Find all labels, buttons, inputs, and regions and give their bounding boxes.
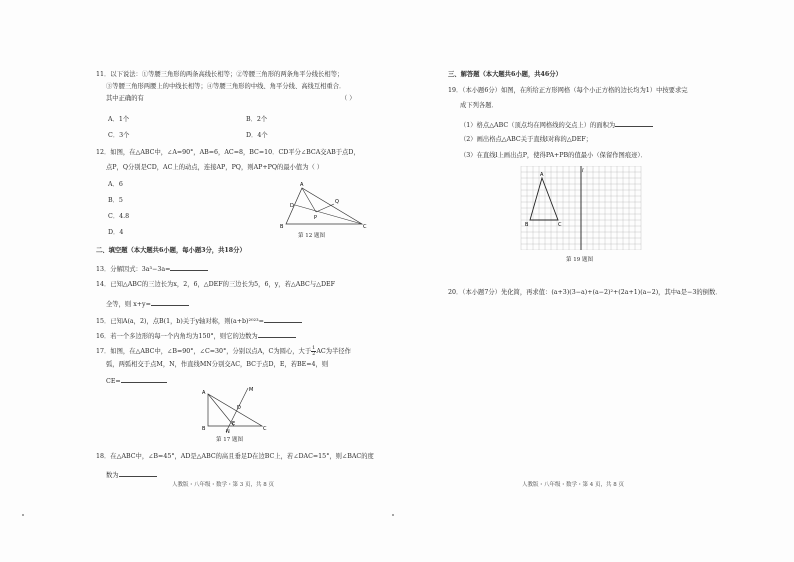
q17-line1 — [96, 346, 351, 357]
q17-label-d: D — [237, 405, 241, 411]
q14-line2 — [106, 299, 189, 308]
q12-line1: 12．如图，在△ABC中，∠A=90°，AB=6，AC=8，BC=10．CD平分∠BCA交AB于点D， — [96, 149, 360, 156]
q14-prompt: 全等，则 x+y= — [106, 301, 151, 308]
q19-grid-figure — [520, 166, 642, 250]
q17-label-c: C — [263, 426, 267, 432]
q11-option-b: B．2个 — [246, 116, 268, 123]
q12-option-c: C．4.8 — [108, 213, 130, 220]
q12-label-a: A — [300, 182, 304, 188]
q18-prompt: 数为 — [106, 472, 119, 479]
q12-figure-caption: 第 12 题图 — [298, 233, 325, 239]
q17-line1-start: 17．如图，在△ABC中，∠B=90°，∠C=30°，分别以点A，C为圆心，大于 — [96, 348, 312, 355]
q17-fraction-denominator: 2 — [312, 351, 316, 357]
q17-line2: 弧，两弧相交于点M，N，作直线MN分别交AC，BC于点D，E，若BE=4，则 — [106, 361, 329, 368]
q11-line1: 11．以下说法：①等腰三角形的两条高线长相等；②等腰三角形的两条角平分线长相等； — [96, 71, 344, 78]
q15-prompt: 15．已知A(a，2)，点B(1，b)关于y轴对称，则(a+b)²⁰²³= — [96, 318, 264, 325]
q19-line2: 成下列各题． — [460, 102, 498, 109]
q17-line3 — [106, 376, 167, 385]
q17-label-b: B — [202, 426, 206, 432]
section-3-heading: 三、解答题（本大题共6小题，共46分） — [448, 71, 562, 78]
scan-speck — [392, 514, 394, 516]
q19-sub2: （2）画出格点△ABC关于直线l对称的△DEF； — [460, 136, 592, 143]
q17-label-a: A — [202, 390, 206, 396]
q12-line2: 点P，Q分别是CD，AC上的动点，连接AP，PQ，则AP+PQ的最小值为（ ） — [106, 164, 324, 171]
q12-label-b: B — [280, 224, 284, 230]
q19-sub1-prompt: （1）格点△ABC（顶点均在网格线的交点上）的面积为 — [460, 122, 616, 129]
left-page-footer: 人教版・八年级・数学・第 3 页，共 8 页 — [172, 482, 274, 488]
q17-prompt: CE= — [106, 378, 121, 385]
q19-area-answer-blank[interactable] — [615, 120, 653, 127]
q18-line2 — [106, 470, 157, 479]
q18-answer-blank[interactable] — [119, 470, 157, 477]
q17-fraction-numerator: 1 — [312, 345, 316, 351]
q16-answer-blank[interactable] — [258, 331, 296, 338]
q17-answer-blank[interactable] — [121, 376, 167, 383]
q20-text: 20．（本小题7分）先化简，再求值：(a+3)(3−a)+(a−2)²+(2a+1)(a−2)，其中a是−3的倒数． — [448, 289, 722, 296]
q16-prompt: 16．若一个多边形的每一个内角均为150°，则它的边数为 — [96, 333, 258, 340]
q11-line2: ③等腰三角形两腰上的中线长相等；④等腰三角形的中线、角平分线、高线互相重合． — [106, 83, 346, 90]
q12-label-q: Q — [335, 199, 339, 205]
q12-triangle-figure — [268, 180, 368, 232]
q11-answer-paren: （ ） — [341, 95, 356, 102]
q19-triangle-abc — [530, 178, 558, 220]
q13-answer-blank[interactable] — [170, 264, 208, 271]
q19-label-b: B — [525, 222, 529, 228]
q17-figure-caption: 第 17 题图 — [216, 437, 243, 443]
q17-triangle-figure — [200, 382, 270, 434]
q14-answer-blank[interactable] — [151, 299, 189, 306]
q17-line1-end: AC为半径作 — [316, 348, 351, 355]
q12-label-c: C — [363, 224, 367, 230]
q19-figure-caption: 第 19 题图 — [566, 257, 593, 263]
q17-label-e: E — [232, 421, 236, 427]
scan-speck — [22, 514, 24, 516]
section-2-heading: 二、填空题（本大题共6小题，每小题3分，共18分） — [96, 247, 246, 254]
q12-option-d: D．4 — [108, 229, 124, 236]
q19-label-c: C — [558, 222, 562, 228]
q19-line1: 19．（本小题6分）如图，在所给正方形网格（每个小正方格的边长均为1）中按要求完 — [448, 87, 688, 94]
q13-prompt: 13．分解因式：3a³−3a= — [96, 266, 171, 273]
q11-option-d: D．4个 — [246, 132, 268, 139]
q11-line3: 其中正确的有 — [106, 95, 144, 102]
q11-option-a: A．1个 — [108, 116, 130, 123]
q15-answer-blank[interactable] — [264, 316, 302, 323]
right-page-footer: 人教版・八年级・数学・第 4 页，共 8 页 — [522, 482, 624, 488]
q19-sub3: （3）在直线l上画出点P，使得PA+PB的值最小（保留作图痕迹）． — [460, 152, 647, 159]
q19-label-a: A — [540, 172, 544, 178]
q19-sub1 — [460, 120, 653, 129]
q13-text — [96, 264, 208, 273]
q12-option-a: A．6 — [108, 181, 123, 188]
q12-label-p: P — [314, 215, 318, 221]
q12-label-d: D — [290, 203, 294, 209]
q12-option-b: B．5 — [108, 197, 123, 204]
q14-line1: 14．已知△ABC的三边长为x，2，6，△DEF的三边长为5，6，y，若△ABC与△DEF — [96, 281, 335, 288]
q11-option-c: C．3个 — [108, 132, 130, 139]
q19-label-l: l — [582, 168, 584, 174]
q17-label-m: M — [249, 387, 254, 393]
q16-text — [96, 331, 296, 340]
q15-text — [96, 316, 302, 325]
q17-label-n: N — [226, 429, 230, 434]
q18-line1: 18．在△ABC中，∠B=45°，AD是△ABC的高且垂足D在边BC上，若∠DAC=15°，则∠BAC的度 — [96, 453, 374, 460]
